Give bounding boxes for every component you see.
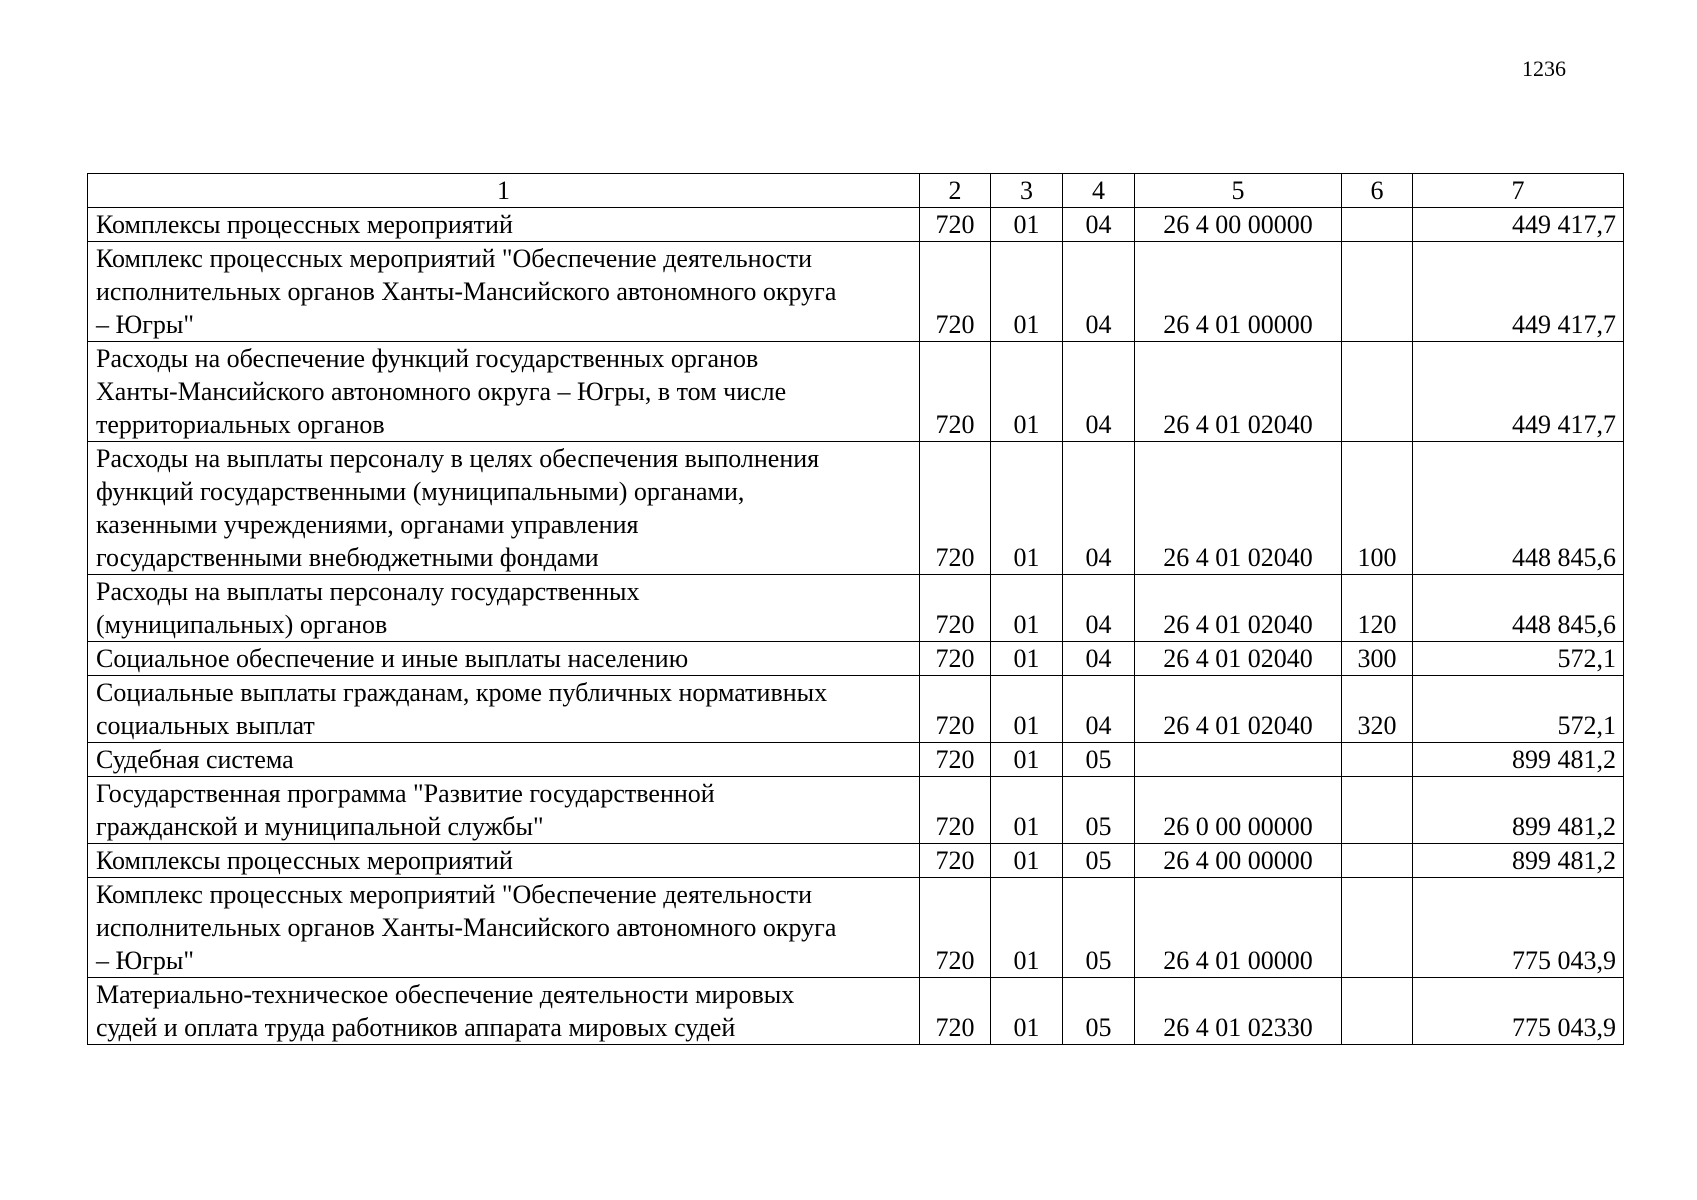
cell-c2: 720 <box>920 743 991 777</box>
column-header-6: 6 <box>1342 174 1413 208</box>
table-body <box>88 208 1624 1045</box>
row-name-line: Расходы на обеспечение функций государственных органов <box>96 344 759 373</box>
cell-c6 <box>1342 743 1413 777</box>
cell-c7: 449 417,7 <box>1413 208 1624 242</box>
cell-c7: 899 481,2 <box>1413 844 1624 878</box>
cell-c5 <box>1135 743 1342 777</box>
row-name <box>88 743 920 777</box>
cell-c5: 26 4 01 00000 <box>1135 878 1342 978</box>
cell-c4: 04 <box>1063 442 1135 575</box>
table-row <box>88 878 1624 978</box>
row-name-line: функций государственными (муниципальными) органами, <box>96 477 745 506</box>
row-name <box>88 844 920 878</box>
cell-c6 <box>1342 208 1413 242</box>
cell-c3: 01 <box>991 878 1063 978</box>
table-row <box>88 242 1624 342</box>
row-name <box>88 777 920 844</box>
budget-table <box>87 173 1624 1045</box>
row-name-line: территориальных органов <box>96 410 385 439</box>
cell-c2: 720 <box>920 777 991 844</box>
cell-c2: 720 <box>920 676 991 743</box>
cell-c5: 26 4 01 02040 <box>1135 642 1342 676</box>
cell-c6 <box>1342 978 1413 1045</box>
row-name <box>88 342 920 442</box>
row-name-line: гражданской и муниципальной службы" <box>96 812 544 841</box>
page-number: 1236 <box>1522 56 1566 81</box>
row-name-line: судей и оплата труда работников аппарата мировых судей <box>96 1013 736 1042</box>
cell-c7: 449 417,7 <box>1413 342 1624 442</box>
table-header <box>88 174 1624 208</box>
cell-c5: 26 4 01 02040 <box>1135 442 1342 575</box>
cell-c3: 01 <box>991 844 1063 878</box>
table-row <box>88 442 1624 575</box>
cell-c6 <box>1342 342 1413 442</box>
table-row <box>88 844 1624 878</box>
row-name-line: – Югры" <box>96 946 194 975</box>
cell-c4: 04 <box>1063 676 1135 743</box>
column-header-1: 1 <box>88 174 920 208</box>
row-name-line: Комплекс процессных мероприятий "Обеспечение деятельности <box>96 244 813 273</box>
row-name-line: социальных выплат <box>96 711 315 740</box>
row-name-line: Социальное обеспечение и иные выплаты населению <box>96 644 689 673</box>
cell-c6: 300 <box>1342 642 1413 676</box>
cell-c5: 26 4 01 02330 <box>1135 978 1342 1045</box>
cell-c7: 449 417,7 <box>1413 242 1624 342</box>
cell-c6: 320 <box>1342 676 1413 743</box>
row-name-line: исполнительных органов Ханты-Мансийского автономного округа <box>96 277 837 306</box>
cell-c2: 720 <box>920 575 991 642</box>
row-name <box>88 978 920 1045</box>
table-row <box>88 676 1624 743</box>
cell-c7: 448 845,6 <box>1413 442 1624 575</box>
cell-c3: 01 <box>991 442 1063 575</box>
column-header-7: 7 <box>1413 174 1624 208</box>
cell-c5: 26 4 01 02040 <box>1135 676 1342 743</box>
cell-c3: 01 <box>991 743 1063 777</box>
row-name-line: исполнительных органов Ханты-Мансийского автономного округа <box>96 913 837 942</box>
cell-c2: 720 <box>920 844 991 878</box>
cell-c7: 572,1 <box>1413 642 1624 676</box>
row-name-line: Комплекс процессных мероприятий "Обеспечение деятельности <box>96 880 813 909</box>
cell-c4: 04 <box>1063 242 1135 342</box>
row-name <box>88 575 920 642</box>
cell-c7: 899 481,2 <box>1413 743 1624 777</box>
cell-c4: 05 <box>1063 777 1135 844</box>
cell-c5: 26 4 00 00000 <box>1135 208 1342 242</box>
table-row <box>88 777 1624 844</box>
cell-c4: 04 <box>1063 575 1135 642</box>
cell-c2: 720 <box>920 878 991 978</box>
cell-c6 <box>1342 844 1413 878</box>
cell-c3: 01 <box>991 208 1063 242</box>
table-row <box>88 978 1624 1045</box>
cell-c3: 01 <box>991 978 1063 1045</box>
cell-c5: 26 4 01 02040 <box>1135 342 1342 442</box>
cell-c6 <box>1342 777 1413 844</box>
row-name-line: Судебная система <box>96 745 294 774</box>
cell-c6: 120 <box>1342 575 1413 642</box>
table-row <box>88 575 1624 642</box>
row-name-line: Комплексы процессных мероприятий <box>96 210 513 239</box>
cell-c4: 05 <box>1063 844 1135 878</box>
cell-c7: 572,1 <box>1413 676 1624 743</box>
cell-c6 <box>1342 242 1413 342</box>
cell-c7: 448 845,6 <box>1413 575 1624 642</box>
row-name-line: Государственная программа "Развитие государственной <box>96 779 715 808</box>
cell-c3: 01 <box>991 575 1063 642</box>
cell-c3: 01 <box>991 242 1063 342</box>
cell-c4: 05 <box>1063 743 1135 777</box>
cell-c3: 01 <box>991 777 1063 844</box>
table-row <box>88 208 1624 242</box>
cell-c2: 720 <box>920 208 991 242</box>
column-header-2: 2 <box>920 174 991 208</box>
row-name <box>88 242 920 342</box>
row-name <box>88 642 920 676</box>
column-header-4: 4 <box>1063 174 1135 208</box>
cell-c4: 05 <box>1063 978 1135 1045</box>
cell-c4: 04 <box>1063 342 1135 442</box>
row-name <box>88 208 920 242</box>
cell-c5: 26 4 01 00000 <box>1135 242 1342 342</box>
row-name-line: Социальные выплаты гражданам, кроме публичных нормативных <box>96 678 828 707</box>
row-name-line: казенными учреждениями, органами управления <box>96 510 639 539</box>
cell-c6 <box>1342 878 1413 978</box>
cell-c7: 775 043,9 <box>1413 978 1624 1045</box>
cell-c7: 775 043,9 <box>1413 878 1624 978</box>
cell-c7: 899 481,2 <box>1413 777 1624 844</box>
cell-c4: 05 <box>1063 878 1135 978</box>
row-name-line: Материально-техническое обеспечение деятельности мировых <box>96 980 795 1009</box>
cell-c2: 720 <box>920 442 991 575</box>
row-name <box>88 676 920 743</box>
row-name-line: Расходы на выплаты персоналу государственных <box>96 577 640 606</box>
table-row <box>88 342 1624 442</box>
column-header-3: 3 <box>991 174 1063 208</box>
cell-c2: 720 <box>920 978 991 1045</box>
cell-c6: 100 <box>1342 442 1413 575</box>
row-name-line: – Югры" <box>96 310 194 339</box>
cell-c2: 720 <box>920 342 991 442</box>
cell-c5: 26 4 01 02040 <box>1135 575 1342 642</box>
row-name-line: Ханты-Мансийского автономного округа – Югры, в том числе <box>96 377 787 406</box>
cell-c5: 26 4 00 00000 <box>1135 844 1342 878</box>
cell-c4: 04 <box>1063 208 1135 242</box>
cell-c3: 01 <box>991 642 1063 676</box>
cell-c2: 720 <box>920 642 991 676</box>
table-row <box>88 743 1624 777</box>
cell-c3: 01 <box>991 342 1063 442</box>
row-name <box>88 878 920 978</box>
row-name-line: Расходы на выплаты персоналу в целях обеспечения выполнения <box>96 444 820 473</box>
row-name <box>88 442 920 575</box>
table-row <box>88 642 1624 676</box>
cell-c5: 26 0 00 00000 <box>1135 777 1342 844</box>
column-header-5: 5 <box>1135 174 1342 208</box>
row-name-line: государственными внебюджетными фондами <box>96 543 599 572</box>
row-name-line: Комплексы процессных мероприятий <box>96 846 513 875</box>
cell-c2: 720 <box>920 242 991 342</box>
row-name-line: (муниципальных) органов <box>96 610 388 639</box>
cell-c3: 01 <box>991 676 1063 743</box>
cell-c4: 04 <box>1063 642 1135 676</box>
